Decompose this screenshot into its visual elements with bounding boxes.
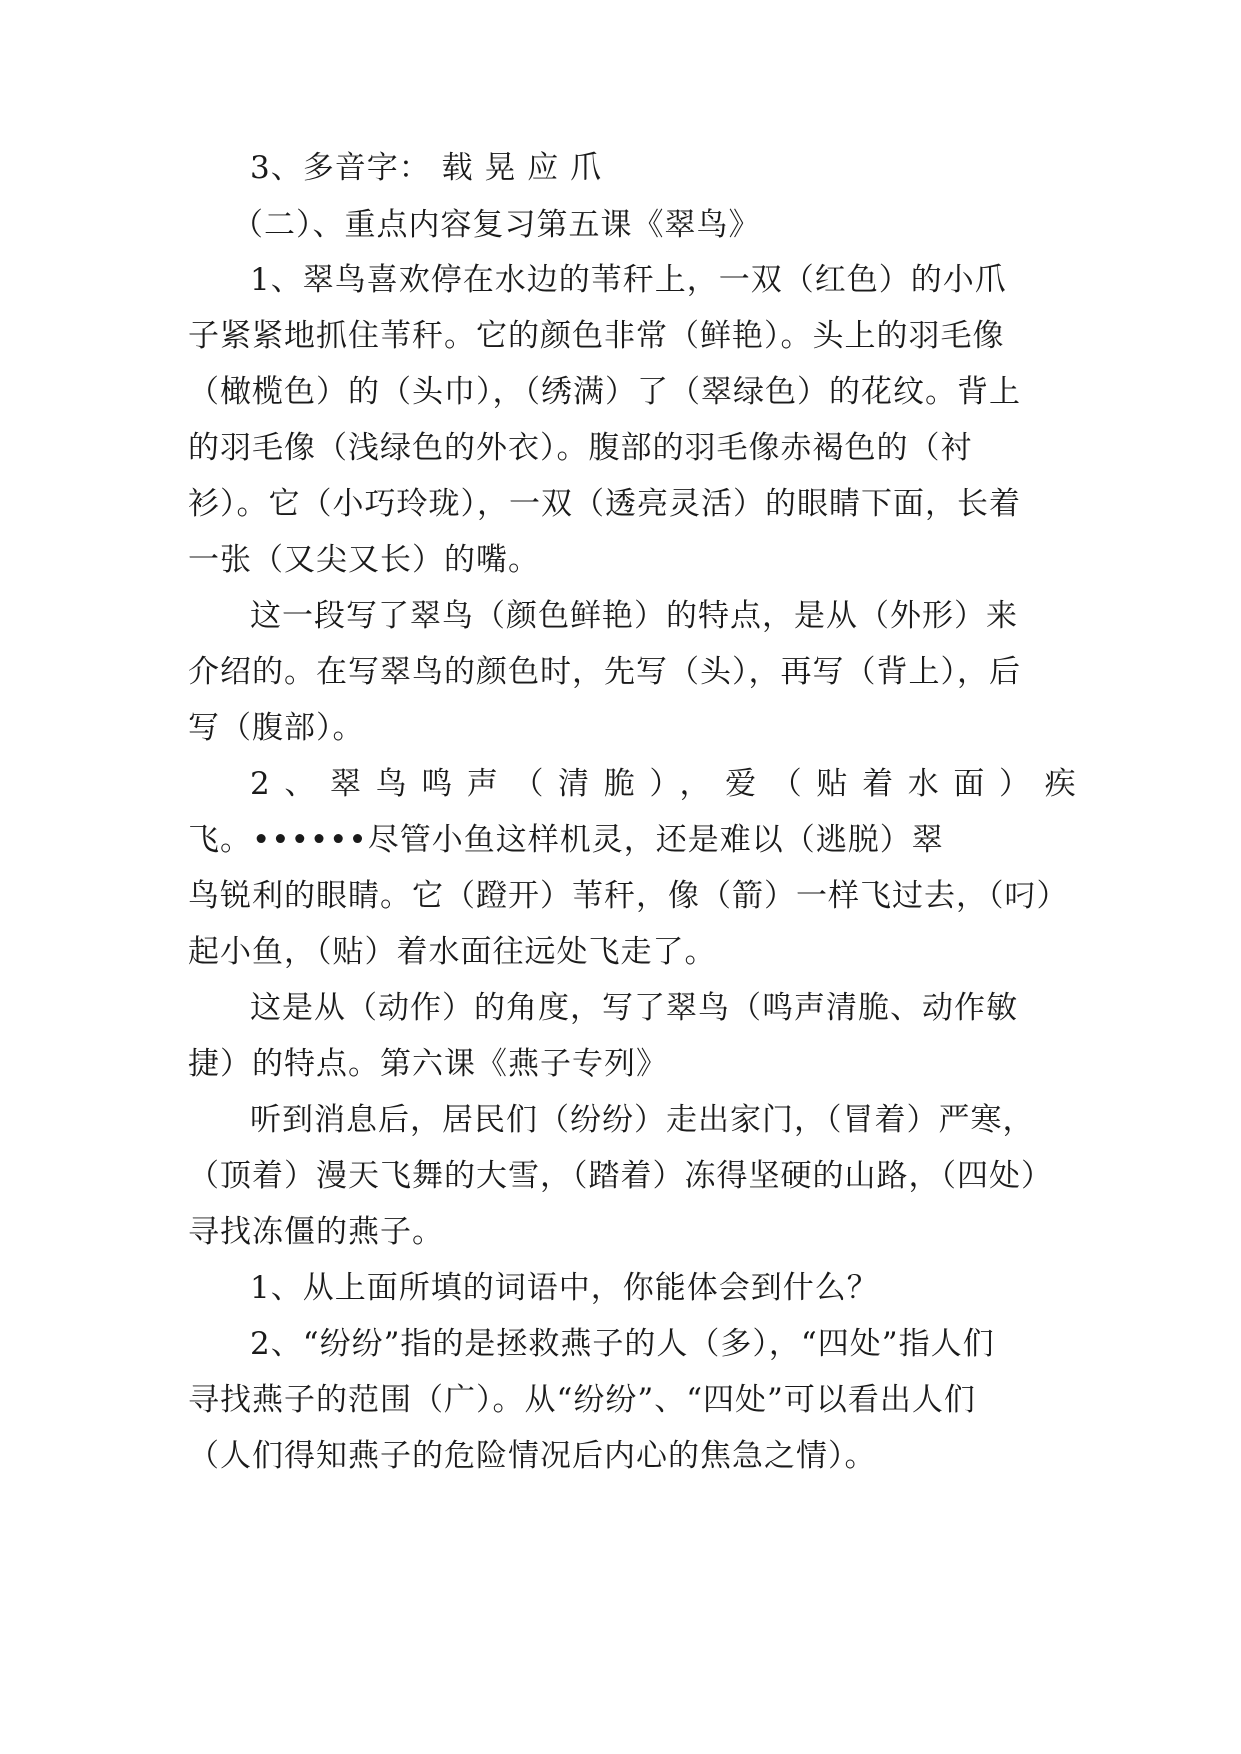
text-line: 3、多音字： 载 晃 应 爪: [250, 150, 603, 186]
text-line: 起小鱼，（贴）着水面往远处飞走了。: [188, 934, 717, 970]
text-line: 子紧紧地抓住苇秆。它的颜色非常（鲜艳）。头上的羽毛像: [188, 318, 1005, 354]
text-line: 2、“纷纷”指的是拯救燕子的人（多），“四处”指人们: [250, 1326, 995, 1362]
text-line: 寻找冻僵的燕子。: [188, 1214, 444, 1250]
text-line: 衫）。它（小巧玲珑），一双（透亮灵活）的眼睛下面，长着: [188, 486, 1021, 522]
text-line: 的羽毛像（浅绿色的外衣）。腹部的羽毛像赤褐色的（衬: [188, 430, 973, 466]
text-line: 写（腹部）。: [188, 710, 365, 746]
text-line: 这是从（动作）的角度，写了翠鸟（鸣声清脆、动作敏: [250, 990, 1018, 1026]
text-line: 这一段写了翠鸟（颜色鲜艳）的特点，是从（外形）来: [250, 598, 1018, 634]
text-line: （人们得知燕子的危险情况后内心的焦急之情）。: [188, 1438, 877, 1474]
text-line: 1、翠鸟喜欢停在水边的苇秆上，一双（红色）的小爪: [250, 262, 1007, 298]
text-line: 寻找燕子的范围（广）。从“纷纷”、“四处”可以看出人们: [188, 1382, 976, 1418]
text-line: 1、从上面所填的词语中，你能体会到什么？: [250, 1270, 879, 1306]
text-line: 2、翠鸟鸣声（清脆），爱（贴着水面）疾: [250, 766, 1091, 802]
text-line: 鸟锐利的眼睛。它（蹬开）苇秆，像（箭）一样飞过去，（叼）: [188, 878, 1069, 914]
text-line: 一张（又尖又长）的嘴。: [188, 542, 540, 578]
text-line: 听到消息后，居民们（纷纷）走出家门，（冒着）严寒，: [250, 1102, 1035, 1138]
text-line: （顶着）漫天飞舞的大雪，（踏着）冻得坚硬的山路，（四处）: [188, 1158, 1053, 1194]
text-line: 介绍的。在写翠鸟的颜色时，先写（头），再写（背上），后: [188, 654, 1021, 690]
text-line: 飞。••••••尽管小鱼这样机灵，还是难以（逃脱）翠: [188, 822, 944, 858]
text-line: 捷）的特点。第六课《燕子专列》: [188, 1046, 668, 1082]
text-line: （橄榄色）的（头巾），（绣满）了（翠绿色）的花纹。背上: [188, 374, 1021, 410]
section-heading: （二）、重点内容复习第五课《翠鸟》: [232, 207, 761, 243]
